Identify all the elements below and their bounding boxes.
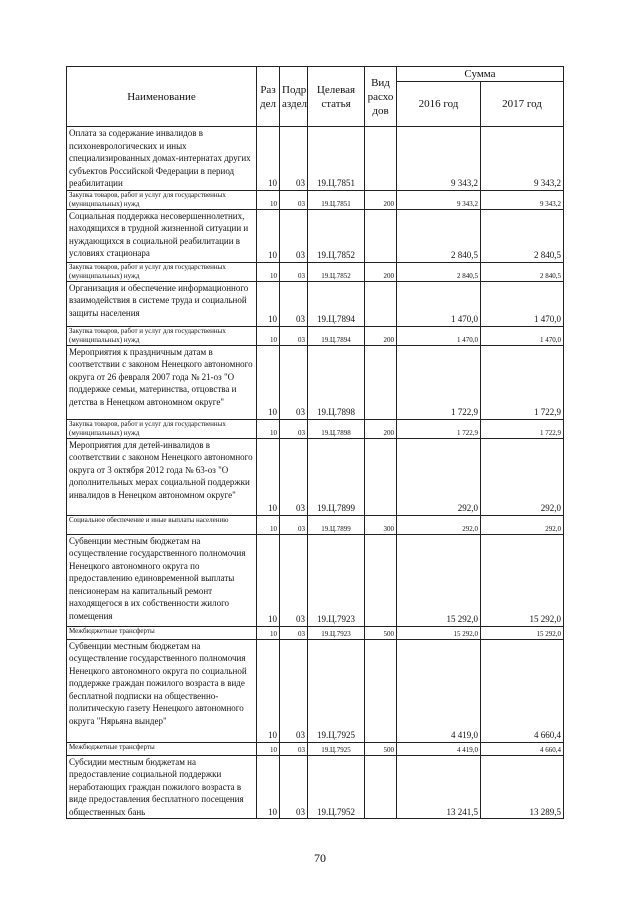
- row-vid: 200: [365, 190, 397, 209]
- row-name: Субсидии местным бюджетам на предоставление социальной поддержки неработающих граждан пожилого возраста в виде предоставления бесплатного посещения общественных бань: [67, 755, 257, 819]
- header-2017: 2017 год: [481, 82, 564, 127]
- row-sum-2017: 15 292,0: [481, 626, 564, 639]
- row-razdel: 10: [257, 326, 280, 345]
- row-name: Мероприятия к праздничным датам в соответствии с законом Ненецкого автономного округа от 26 февраля 2007 года № 21-оз "О поддержке семьи, материнства, отцовства и детства в Ненецком автономном округе": [67, 345, 257, 419]
- row-sum-2016: 15 292,0: [397, 534, 481, 626]
- row-tselevaya: 19.Ц.7851: [308, 127, 365, 191]
- row-vid: [365, 209, 397, 262]
- row-sum-2017: 9 343,2: [481, 127, 564, 191]
- row-sum-2016: 2 840,5: [397, 262, 481, 281]
- row-podrazdel: 03: [280, 515, 308, 534]
- row-sum-2016: 9 343,2: [397, 127, 481, 191]
- row-razdel: 10: [257, 639, 280, 742]
- row-podrazdel: 03: [280, 281, 308, 326]
- row-podrazdel: 03: [280, 742, 308, 755]
- table-row: [67, 190, 564, 209]
- row-sum-2017: 1 470,0: [481, 281, 564, 326]
- row-sum-2016: 292,0: [397, 438, 481, 515]
- row-sum-2017: 4 660,4: [481, 742, 564, 755]
- row-tselevaya: 19.Ц.7952: [308, 755, 365, 819]
- header-summa: Сумма: [397, 67, 564, 82]
- table-row: [67, 326, 564, 345]
- table-row: [67, 515, 564, 534]
- header-razdel: Раз дел: [257, 67, 280, 127]
- row-podrazdel: 03: [280, 438, 308, 515]
- row-podrazdel: 03: [280, 127, 308, 191]
- row-name: Закупка товаров, работ и услуг для государственных (муниципальных) нужд: [67, 326, 257, 345]
- row-name: Закупка товаров, работ и услуг для государственных (муниципальных) нужд: [67, 190, 257, 209]
- row-name: Субвенции местным бюджетам на осуществление государственного полномочия Ненецкого автономного округа по предоставлению единовременной выплаты пенсионерам на капитальный ремонт находящегося в их собственности жилого помещения: [67, 534, 257, 626]
- row-sum-2016: 15 292,0: [397, 626, 481, 639]
- row-razdel: 10: [257, 515, 280, 534]
- header-tselevaya: Целевая статья: [308, 67, 365, 127]
- row-tselevaya: 19.Ц.7851: [308, 190, 365, 209]
- row-tselevaya: 19.Ц.7894: [308, 281, 365, 326]
- table-row: [67, 345, 564, 419]
- table-row: [67, 281, 564, 326]
- row-sum-2016: 9 343,2: [397, 190, 481, 209]
- row-vid: 200: [365, 262, 397, 281]
- row-razdel: 10: [257, 209, 280, 262]
- row-podrazdel: 03: [280, 534, 308, 626]
- header-podrazdel: Подр аздел: [280, 67, 308, 127]
- row-sum-2017: 13 289,5: [481, 755, 564, 819]
- row-name: Социальная поддержка несовершеннолетних, находящихся в трудной жизненной ситуации и нуждающихся в социальной реабилитации в условиях стационара: [67, 209, 257, 262]
- row-name: Оплата за содержание инвалидов в психоневрологических и иных специализированных домах-интернатах других субъектов Российской Федерации в период реабилитации: [67, 127, 257, 191]
- row-sum-2017: 9 343,2: [481, 190, 564, 209]
- row-sum-2017: 1 470,0: [481, 326, 564, 345]
- row-name: Социальное обеспечение и иные выплаты населению: [67, 515, 257, 534]
- row-sum-2017: 2 840,5: [481, 209, 564, 262]
- row-razdel: 10: [257, 438, 280, 515]
- row-sum-2016: 292,0: [397, 515, 481, 534]
- row-vid: 300: [365, 515, 397, 534]
- row-sum-2016: 1 722,9: [397, 345, 481, 419]
- row-podrazdel: 03: [280, 626, 308, 639]
- row-sum-2017: 1 722,9: [481, 345, 564, 419]
- row-vid: [365, 534, 397, 626]
- row-vid: [365, 438, 397, 515]
- row-vid: 200: [365, 326, 397, 345]
- row-vid: [365, 127, 397, 191]
- row-name: Субвенции местным бюджетам на осуществление государственного полномочия Ненецкого автономного округа по социальной поддержке граждан пожилого возраста в виде бесплатной подписки на общественно-политическую газету Ненецкого автономного округа "Нярьяна вындер": [67, 639, 257, 742]
- table-row: [67, 262, 564, 281]
- row-tselevaya: 19.Ц.7899: [308, 438, 365, 515]
- row-tselevaya: 19.Ц.7923: [308, 534, 365, 626]
- table-row: [67, 639, 564, 742]
- row-vid: [365, 345, 397, 419]
- row-tselevaya: 19.Ц.7852: [308, 209, 365, 262]
- row-sum-2016: 1 722,9: [397, 419, 481, 438]
- row-podrazdel: 03: [280, 419, 308, 438]
- row-tselevaya: 19.Ц.7894: [308, 326, 365, 345]
- table-row: [67, 127, 564, 191]
- row-podrazdel: 03: [280, 262, 308, 281]
- row-vid: 500: [365, 742, 397, 755]
- table-row: [67, 209, 564, 262]
- row-tselevaya: 19.Ц.7898: [308, 419, 365, 438]
- row-sum-2017: 4 660,4: [481, 639, 564, 742]
- row-tselevaya: 19.Ц.7852: [308, 262, 365, 281]
- row-sum-2017: 292,0: [481, 438, 564, 515]
- table-row: [67, 438, 564, 515]
- table-row: [67, 755, 564, 819]
- table-row: [67, 626, 564, 639]
- row-name: Межбюджетные трансферты: [67, 742, 257, 755]
- row-razdel: 10: [257, 755, 280, 819]
- row-name: Мероприятия для детей-инвалидов в соответствии с законом Ненецкого автономного округа от 3 октября 2012 года № 63-оз "О дополнительных мерах социальной поддержки инвалидов в Ненецком автономном округе": [67, 438, 257, 515]
- row-razdel: 10: [257, 534, 280, 626]
- table-row: [67, 534, 564, 626]
- row-podrazdel: 03: [280, 639, 308, 742]
- row-podrazdel: 03: [280, 755, 308, 819]
- row-vid: [365, 639, 397, 742]
- row-podrazdel: 03: [280, 345, 308, 419]
- row-sum-2016: 2 840,5: [397, 209, 481, 262]
- row-vid: 500: [365, 626, 397, 639]
- page-number: 70: [314, 851, 326, 865]
- row-razdel: 10: [257, 626, 280, 639]
- row-sum-2016: 4 419,0: [397, 639, 481, 742]
- row-tselevaya: 19.Ц.7925: [308, 639, 365, 742]
- row-podrazdel: 03: [280, 209, 308, 262]
- row-sum-2017: 15 292,0: [481, 534, 564, 626]
- row-razdel: 10: [257, 345, 280, 419]
- table-row: [67, 742, 564, 755]
- row-razdel: 10: [257, 281, 280, 326]
- row-sum-2016: 13 241,5: [397, 755, 481, 819]
- row-sum-2017: 1 722,9: [481, 419, 564, 438]
- header-name: Наименование: [67, 67, 257, 127]
- header-2016: 2016 год: [397, 82, 481, 127]
- row-sum-2017: 2 840,5: [481, 262, 564, 281]
- row-vid: 200: [365, 419, 397, 438]
- row-name: Закупка товаров, работ и услуг для государственных (муниципальных) нужд: [67, 262, 257, 281]
- row-razdel: 10: [257, 419, 280, 438]
- row-podrazdel: 03: [280, 190, 308, 209]
- row-sum-2017: 292,0: [481, 515, 564, 534]
- row-sum-2016: 4 419,0: [397, 742, 481, 755]
- row-sum-2016: 1 470,0: [397, 281, 481, 326]
- row-razdel: 10: [257, 127, 280, 191]
- row-razdel: 10: [257, 190, 280, 209]
- row-tselevaya: 19.Ц.7898: [308, 345, 365, 419]
- row-name: Организация и обеспечение информационного взаимодействия в системе труда и социальной защиты населения: [67, 281, 257, 326]
- row-vid: [365, 755, 397, 819]
- table-row: [67, 419, 564, 438]
- row-razdel: 10: [257, 262, 280, 281]
- row-name: Закупка товаров, работ и услуг для государственных (муниципальных) нужд: [67, 419, 257, 438]
- row-tselevaya: 19.Ц.7899: [308, 515, 365, 534]
- row-vid: [365, 281, 397, 326]
- row-sum-2016: 1 470,0: [397, 326, 481, 345]
- budget-table: [66, 66, 564, 819]
- row-tselevaya: 19.Ц.7923: [308, 626, 365, 639]
- row-tselevaya: 19.Ц.7925: [308, 742, 365, 755]
- row-podrazdel: 03: [280, 326, 308, 345]
- row-razdel: 10: [257, 742, 280, 755]
- row-name: Межбюджетные трансферты: [67, 626, 257, 639]
- header-vid: Вид расхо дов: [365, 67, 397, 127]
- table-body: [67, 127, 564, 819]
